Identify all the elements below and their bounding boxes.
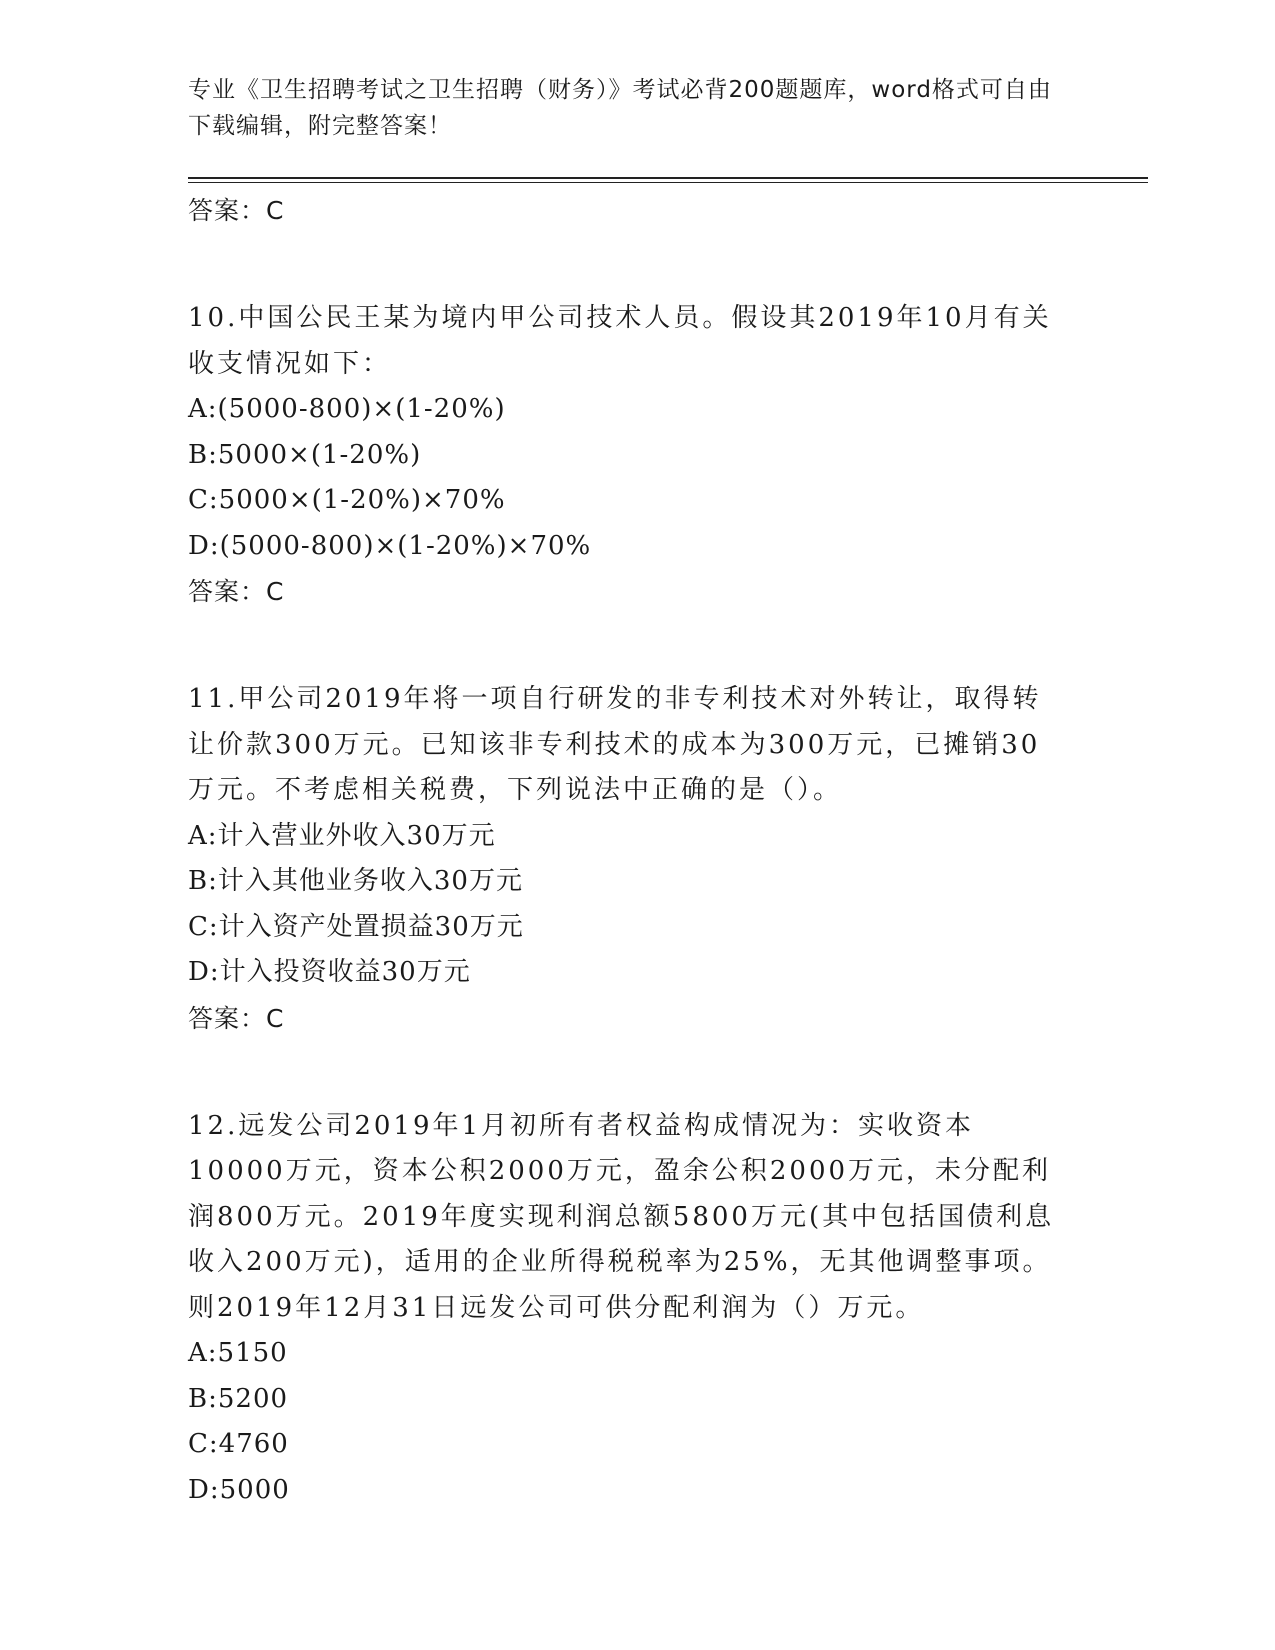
question-text: 11.甲公司2019年将一项自行研发的非专利技术对外转让，取得转让价款300万元。已知该非专利技术的成本为300万元，已摊销30万元。不考虑相关税费，下列说法中正确的是（）。 [188, 684, 1042, 805]
document-header: 专业《卫生招聘考试之卫生招聘（财务）》考试必背200题题库，word格式可自由下载编辑，附完整答案！ [188, 77, 1052, 139]
question-10 [188, 296, 1068, 615]
option-d: D:5000 [188, 1474, 290, 1505]
question-text: 12.远发公司2019年1月初所有者权益构成情况为：实收资本10000万元，资本公积2000万元，盈余公积2000万元，未分配利润800万元。2019年度实现利润总额5800万元(其中包括国债利息收入200万元)，适用的企业所得税税率为25%，无其他调整事项。则2019年12月31日远发公司可供分配利润为（）万元。 [188, 1110, 1055, 1323]
option-d: D:(5000-800)×(1-20%)×70% [188, 530, 592, 561]
answer-line: 答案：C [188, 1003, 285, 1033]
document-body [188, 188, 1068, 1513]
header-rule-thick [188, 177, 1148, 179]
option-d: D:计入投资收益30万元 [188, 957, 471, 987]
option-a: A:(5000-800)×(1-20%) [188, 394, 506, 424]
option-a: A:5150 [188, 1338, 288, 1368]
question-text: 10.中国公民王某为境内甲公司技术人员。假设其2019年10月有关收支情况如下： [188, 303, 1052, 379]
question-12 [188, 1104, 1068, 1514]
spacer [188, 1042, 1068, 1104]
spacer [188, 234, 1068, 296]
option-b: B:计入其他业务收入30万元 [188, 866, 523, 896]
option-a: A:计入营业外收入30万元 [188, 820, 496, 851]
option-b: B:5000×(1-20%) [188, 439, 422, 470]
spacer [188, 615, 1068, 677]
option-c: C:4760 [188, 1429, 289, 1459]
question-11 [188, 677, 1068, 1042]
header-rule-thin [188, 182, 1148, 183]
answer-line: 答案：C [188, 577, 285, 606]
answer-line: 答案：C [188, 196, 285, 225]
option-c: C:5000×(1-20%)×70% [188, 485, 506, 515]
option-c: C:计入资产处置损益30万元 [188, 911, 524, 942]
option-b: B:5200 [188, 1383, 289, 1414]
